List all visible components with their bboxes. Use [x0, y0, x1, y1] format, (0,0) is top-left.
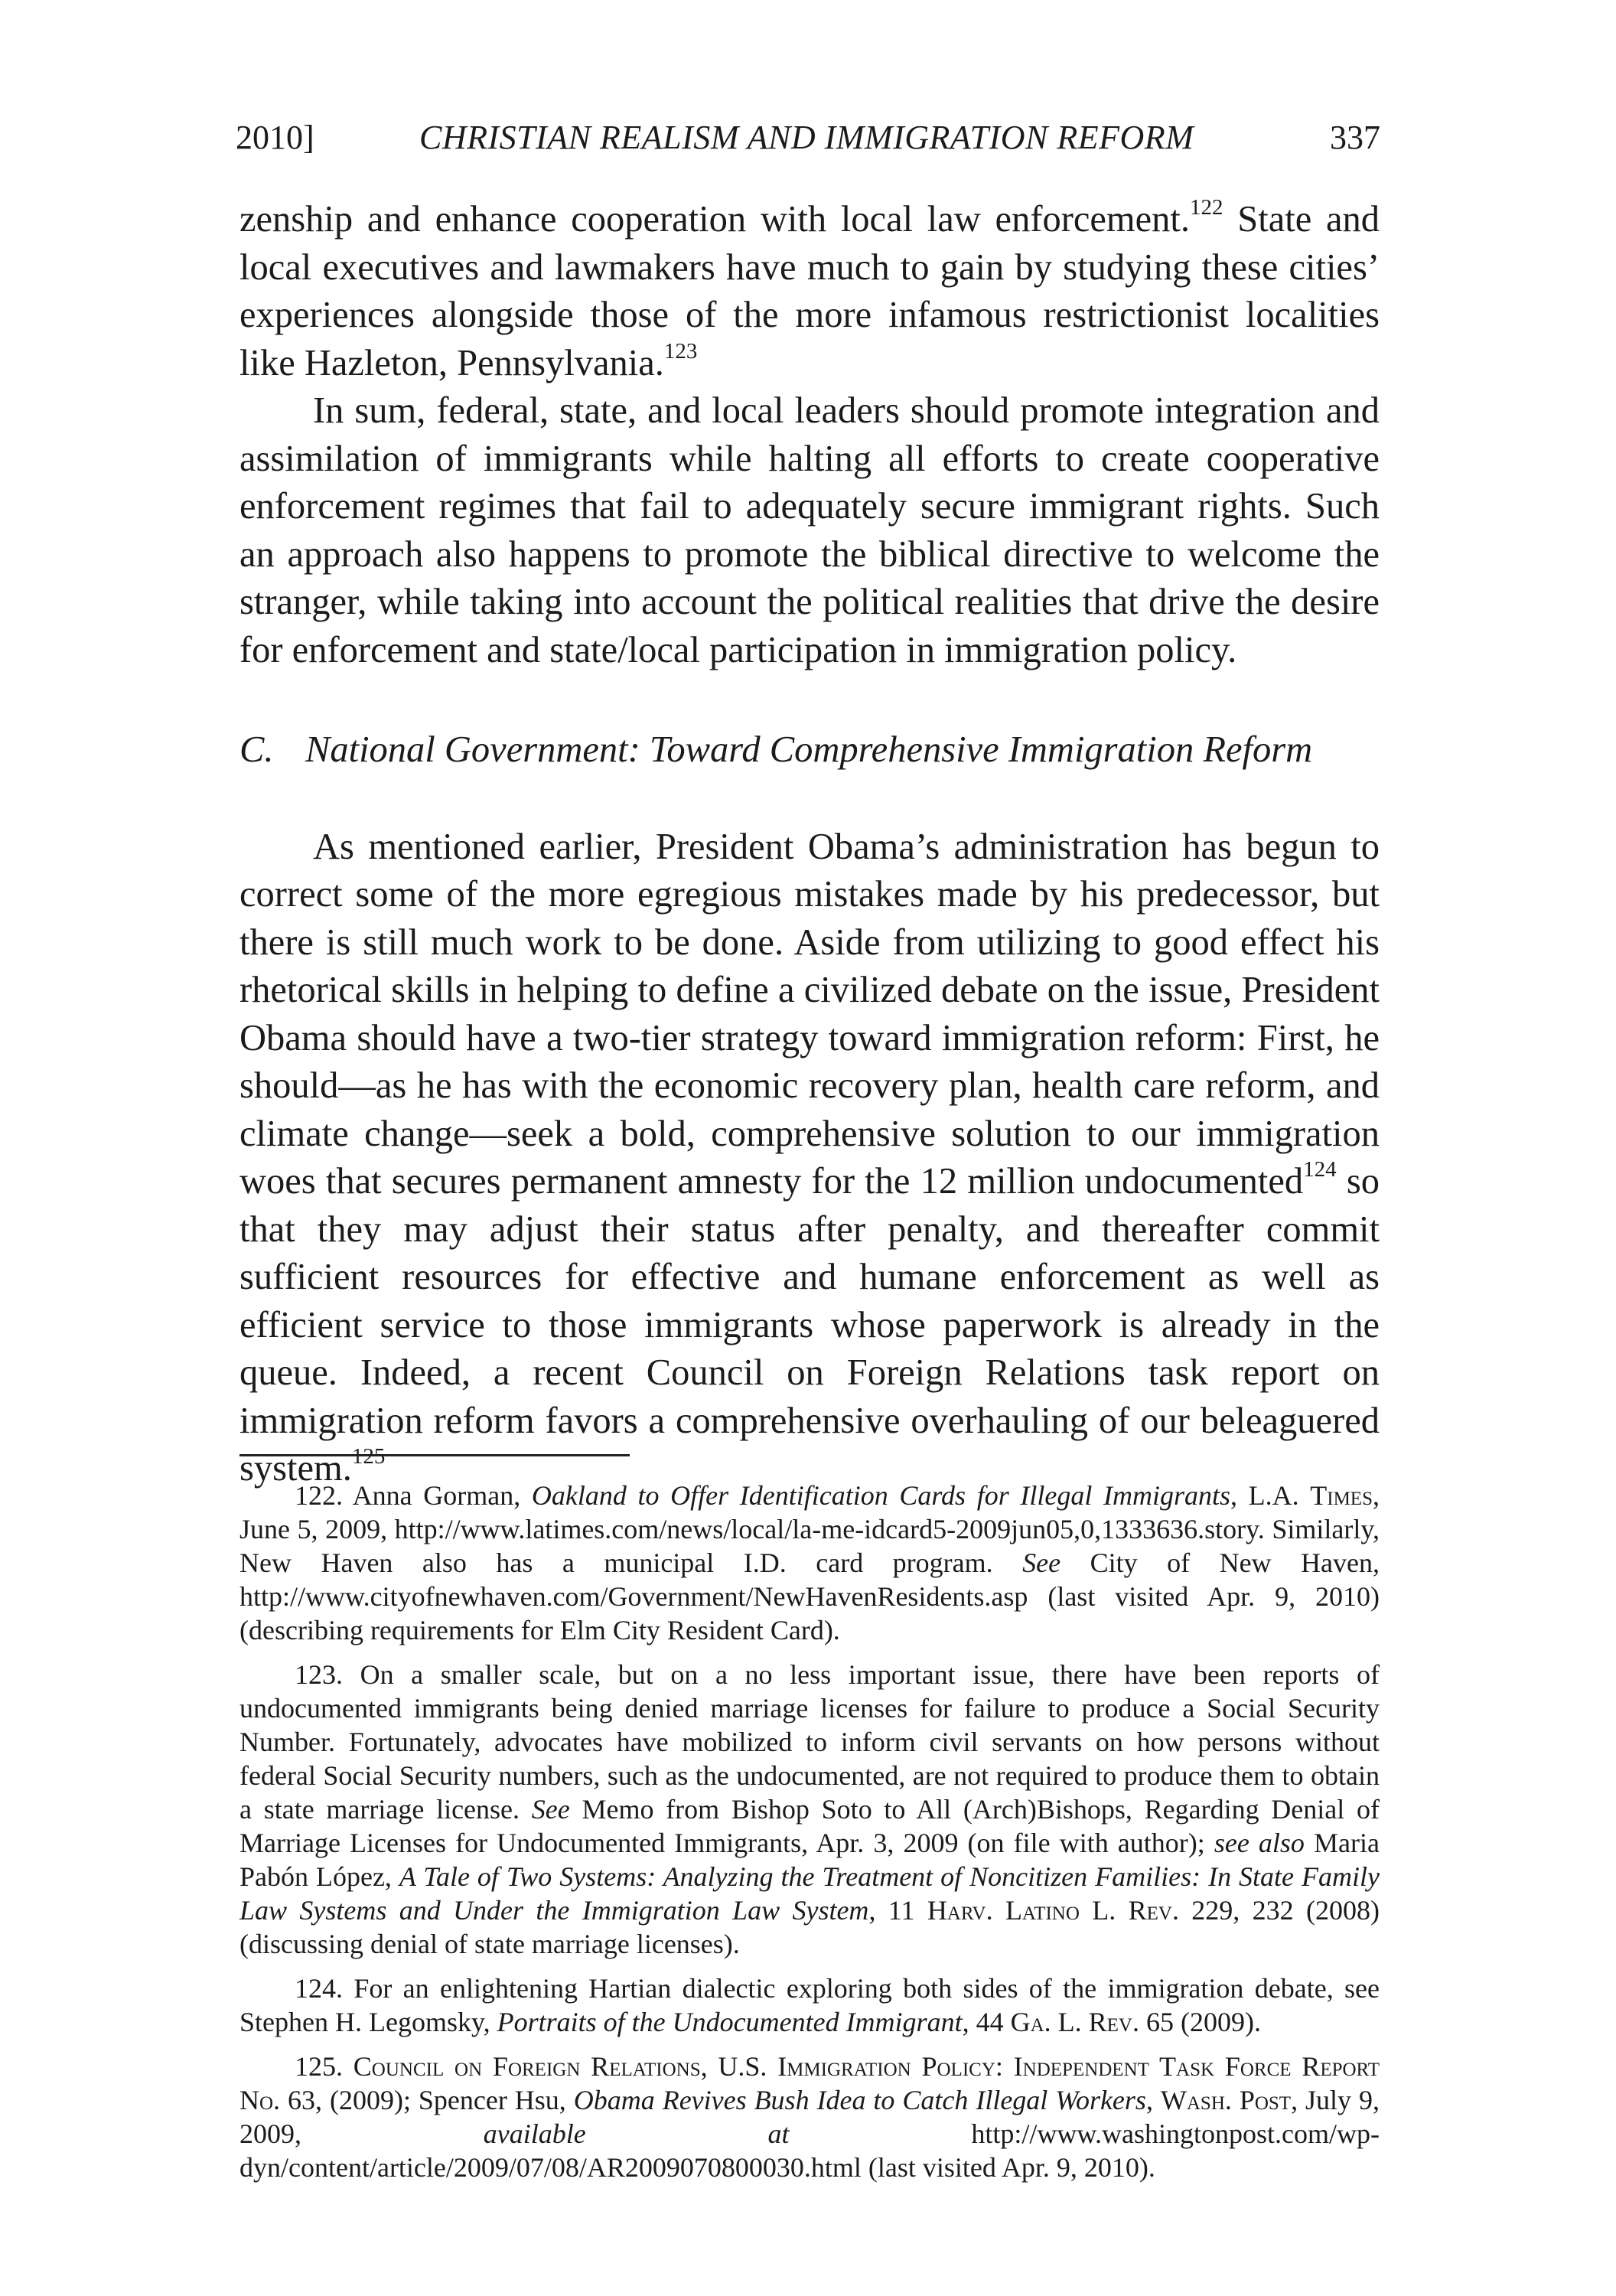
- footnote-ref-124[interactable]: 124: [1303, 1157, 1337, 1182]
- paragraph-continuation: zenship and enhance cooperation with local law enforcement.$^{122}$ State and local executives and lawmakers have much to gain by studying these cities’ experiences alongside those of the more infamous restrictionist localities like Hazleton, Pennsylvania.$^{123}$: [239, 195, 1380, 383]
- paragraph-obama: As mentioned earlier, President Obama’s administration has begun to correct some of the more egregious mistakes made by his predecessor, but there is still much work to be done. Aside from utilizing to good effect his rhetorical skills in helping to define a civilized debate on the issue, President Obama should have a two-tier strategy toward immigration reform: First, he should—as he has with the economic recovery plan, health care reform, and climate change—seek a bold, comprehensive solution to our immigration woes that secures permanent amnesty for the 12 million undocumented$^{124}$ so that they may adjust their status after penalty, and thereafter commit sufficient resources for effective and humane enforcement as well as efficient service to those immigrants whose paperwork is already in the queue. Indeed, a recent Council on Foreign Relations task report on immigration reform favors a comprehensive overhauling of our beleaguered system.$^{125}$: [239, 826, 1380, 1489]
- footnote-ref-123[interactable]: 123: [663, 338, 698, 364]
- footnote-124: 124. For an enlightening Hartian dialectic exploring both sides of the immigration debate, see Stephen H. Legomsky, Portraits of the Undocumented Immigrant, 44 Ga. L. Rev. 65 (2009).: [239, 1973, 1380, 2037]
- running-title: CHRISTIAN REALISM AND IMMIGRATION REFORM: [419, 119, 1194, 156]
- footnote-divider: [239, 1454, 630, 1456]
- section-letter: C.: [239, 729, 274, 770]
- section-heading: [239, 726, 1380, 775]
- footnote-122: 122. Anna Gorman, Oakland to Offer Identification Cards for Illegal Immigrants, L.A. Times, June 5, 2009, http://www.latimes.com/news/local/la-me-idcard5-2009jun05,0,1333636.story. Similarly, New Haven also has a municipal I.D. card program. See City of New Haven, http://www.cityofnewhaven.com/Government/NewHavenResidents.asp (last visited Apr. 9, 2010) (describing requirements for Elm City Resident Card).: [239, 1480, 1380, 1645]
- page-number: 337: [1330, 119, 1380, 156]
- footnote-ref-125[interactable]: 125: [351, 1444, 386, 1469]
- footnote-123: 123. On a smaller scale, but on a no less important issue, there have been reports of undocumented immigrants being denied marriage licenses for failure to produce a Social Security Number. Fortunately, advocates have mobilized to inform civil servants on how persons without federal Social Security numbers, such as the undocumented, are not required to produce them to obtain a state marriage license. See Memo from Bishop Soto to All (Arch)Bishops, Regarding Denial of Marriage Licenses for Undocumented Immigrants, Apr. 3, 2009 (on file with author); see also Maria Pabón López, A Tale of Two Systems: Analyzing the Treatment of Noncitizen Families: In State Family Law Systems and Under the Immigration Law System, 11 Harv. Latino L. Rev. 229, 232 (2008) (discussing denial of state marriage licenses).: [239, 1659, 1380, 1959]
- running-head: [236, 115, 1380, 161]
- footnote-125: 125. Council on Foreign Relations, U.S. Immigration Policy: Independent Task Force Report No. 63, (2009); Spencer Hsu, Obama Revives Bush Idea to Catch Illegal Workers, Wash. Post, July 9, 2009, available at http://www.washingtonpost.com/wp-dyn/content/article/2009/07/08/AR2009070800030.html (last visited Apr. 9, 2010).: [239, 2051, 1380, 2183]
- paragraph-in-sum: In sum, federal, state, and local leaders should promote integration and assimilation of immigrants while halting all efforts to create cooperative enforcement regimes that fail to adequately secure immigrant rights. Such an approach also happens to promote the biblical directive to welcome the stranger, while taking into account the political realities that drive the desire for enforcement and state/local participation in immigration policy.: [239, 390, 1380, 670]
- section-title: National Government: Toward Comprehensive Immigration Reform: [305, 729, 1313, 770]
- footnote-ref-122[interactable]: 122: [1190, 195, 1223, 220]
- volume-year: 2010]: [236, 119, 314, 156]
- footnotes: [239, 1479, 1380, 2195]
- main-text: [239, 196, 1380, 1493]
